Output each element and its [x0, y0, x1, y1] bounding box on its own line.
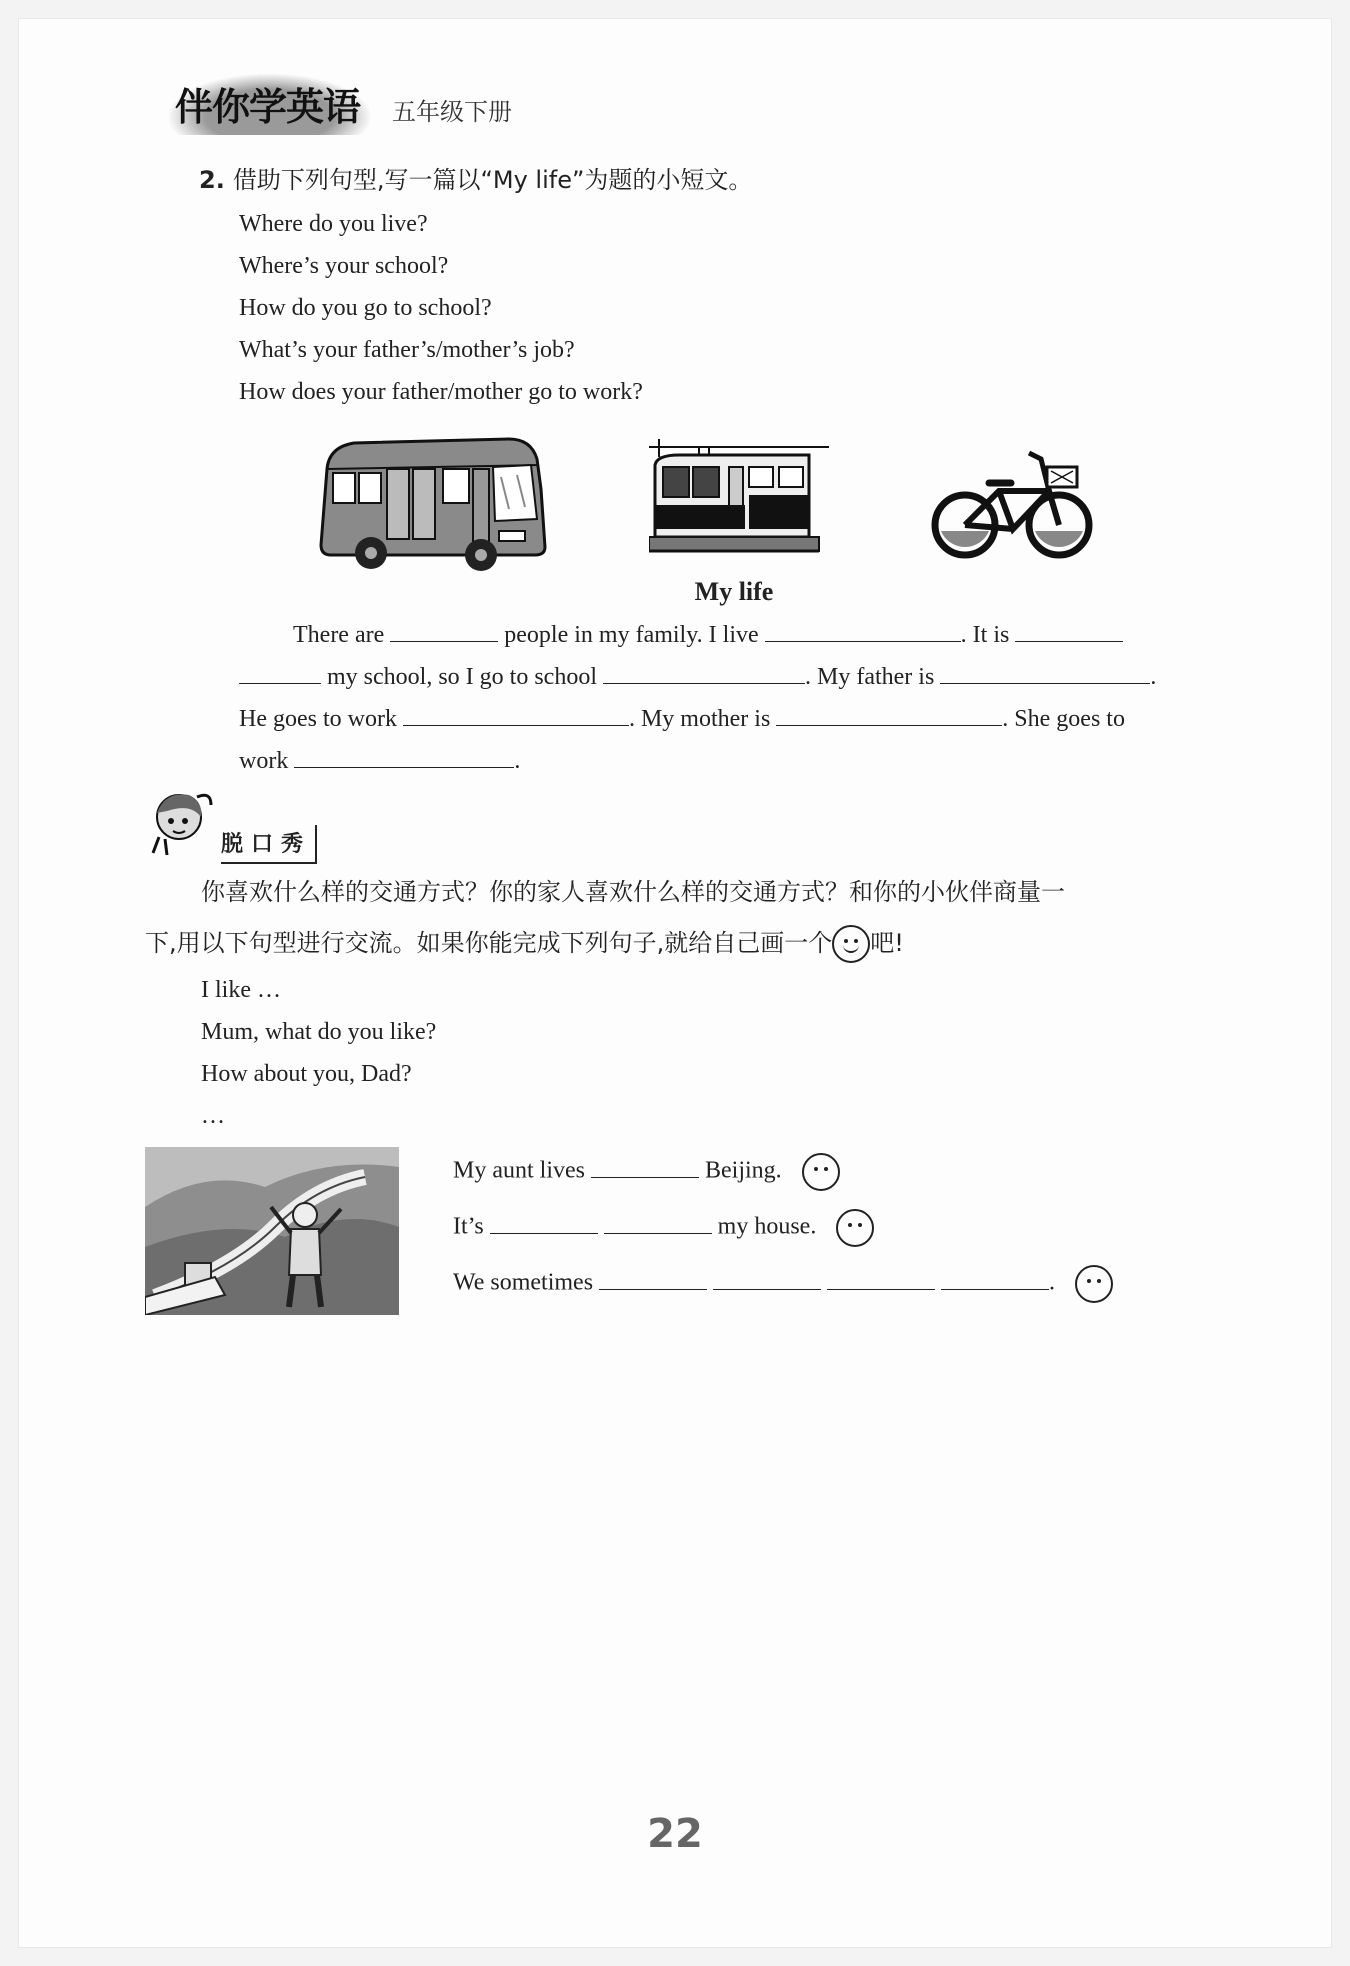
essay-line-1 — [293, 619, 1123, 650]
question-instruction: 借助下列句型,写一篇以“My life”为题的小短文。 — [232, 166, 753, 194]
sentence-text: Beijing. — [705, 1157, 782, 1184]
answer-blank[interactable] — [239, 661, 321, 684]
face-checkbox-icon[interactable] — [1075, 1265, 1113, 1303]
prompt-line: How does your father/mother go to work? — [239, 379, 643, 405]
talk-show-intro-line-1: 你喜欢什么样的交通方式？你的家人喜欢什么样的交通方式？和你的小伙伴商量一 — [201, 878, 1065, 906]
worksheet-page — [18, 18, 1332, 1948]
dialogue-line: … — [201, 1103, 225, 1129]
girl-mascot-icon — [145, 787, 217, 857]
dialogue-line: How about you, Dad? — [201, 1061, 412, 1087]
answer-blank[interactable] — [941, 1267, 1049, 1290]
face-checkbox-icon[interactable] — [836, 1209, 874, 1247]
fill-sentence-2 — [453, 1209, 874, 1247]
essay-text: my school, so I go to school — [327, 664, 597, 690]
answer-blank[interactable] — [599, 1267, 707, 1290]
essay-line-2 — [239, 661, 1156, 692]
book-subtitle: 五年级下册 — [392, 98, 513, 126]
question-number: 2. — [199, 166, 225, 194]
answer-blank[interactable] — [776, 703, 1002, 726]
essay-text: . She goes to — [1002, 706, 1125, 732]
page-number: 22 — [647, 1811, 703, 1857]
sentence-text: It’s — [453, 1213, 484, 1240]
answer-blank[interactable] — [1015, 619, 1123, 642]
prompt-line: What’s your father’s/mother’s job? — [239, 337, 575, 363]
sentence-text: . — [1049, 1269, 1056, 1296]
book-logo: 伴你学英语 — [169, 74, 370, 135]
essay-text: . My mother is — [628, 706, 771, 732]
answer-blank[interactable] — [294, 745, 514, 768]
talk-show-label: 脱口秀 — [221, 825, 317, 864]
answer-blank[interactable] — [713, 1267, 821, 1290]
essay-line-3 — [239, 703, 1125, 734]
book-header — [169, 81, 512, 135]
sentence-text: We sometimes — [453, 1269, 594, 1296]
prompt-line: How do you go to school? — [239, 295, 492, 321]
answer-blank[interactable] — [390, 619, 498, 642]
sentence-text: My aunt lives — [453, 1157, 585, 1184]
essay-text: . — [1150, 664, 1157, 690]
answer-blank[interactable] — [765, 619, 961, 642]
dialogue-line: Mum, what do you like? — [201, 1019, 437, 1045]
essay-text: work — [239, 748, 289, 774]
dialogue-line: I like … — [201, 977, 281, 1003]
answer-blank[interactable] — [490, 1211, 598, 1234]
essay-text: He goes to work — [239, 706, 397, 732]
essay-title: My life — [694, 577, 774, 606]
talk-show-intro-line-2 — [145, 925, 904, 963]
essay-text: . It is — [960, 622, 1010, 648]
smiley-face-icon — [832, 925, 870, 963]
essay-text: There are — [293, 622, 385, 648]
prompt-line: Where do you live? — [239, 211, 428, 237]
question-2-heading — [199, 165, 752, 196]
answer-blank[interactable] — [603, 661, 805, 684]
fill-sentence-1 — [453, 1153, 840, 1191]
essay-text: people in my family. I live — [504, 622, 759, 648]
essay-line-4 — [239, 745, 520, 776]
answer-blank[interactable] — [827, 1267, 935, 1290]
answer-blank[interactable] — [591, 1155, 699, 1178]
answer-blank[interactable] — [604, 1211, 712, 1234]
train-illustration — [649, 435, 829, 565]
face-checkbox-icon[interactable] — [802, 1153, 840, 1191]
answer-blank[interactable] — [940, 661, 1150, 684]
intro-text: 下,用以下句型进行交流。如果你能完成下列句子,就给自己画一个 — [145, 929, 833, 957]
sentence-text: my house. — [717, 1213, 817, 1240]
essay-text: . — [514, 748, 521, 774]
fill-sentence-3 — [453, 1265, 1113, 1303]
bicycle-illustration — [929, 439, 1099, 569]
essay-text: . My father is — [805, 664, 935, 690]
great-wall-illustration — [145, 1147, 399, 1315]
answer-blank[interactable] — [403, 703, 629, 726]
intro-text: 吧! — [870, 929, 904, 957]
prompt-line: Where’s your school? — [239, 253, 449, 279]
bus-illustration — [309, 429, 569, 579]
